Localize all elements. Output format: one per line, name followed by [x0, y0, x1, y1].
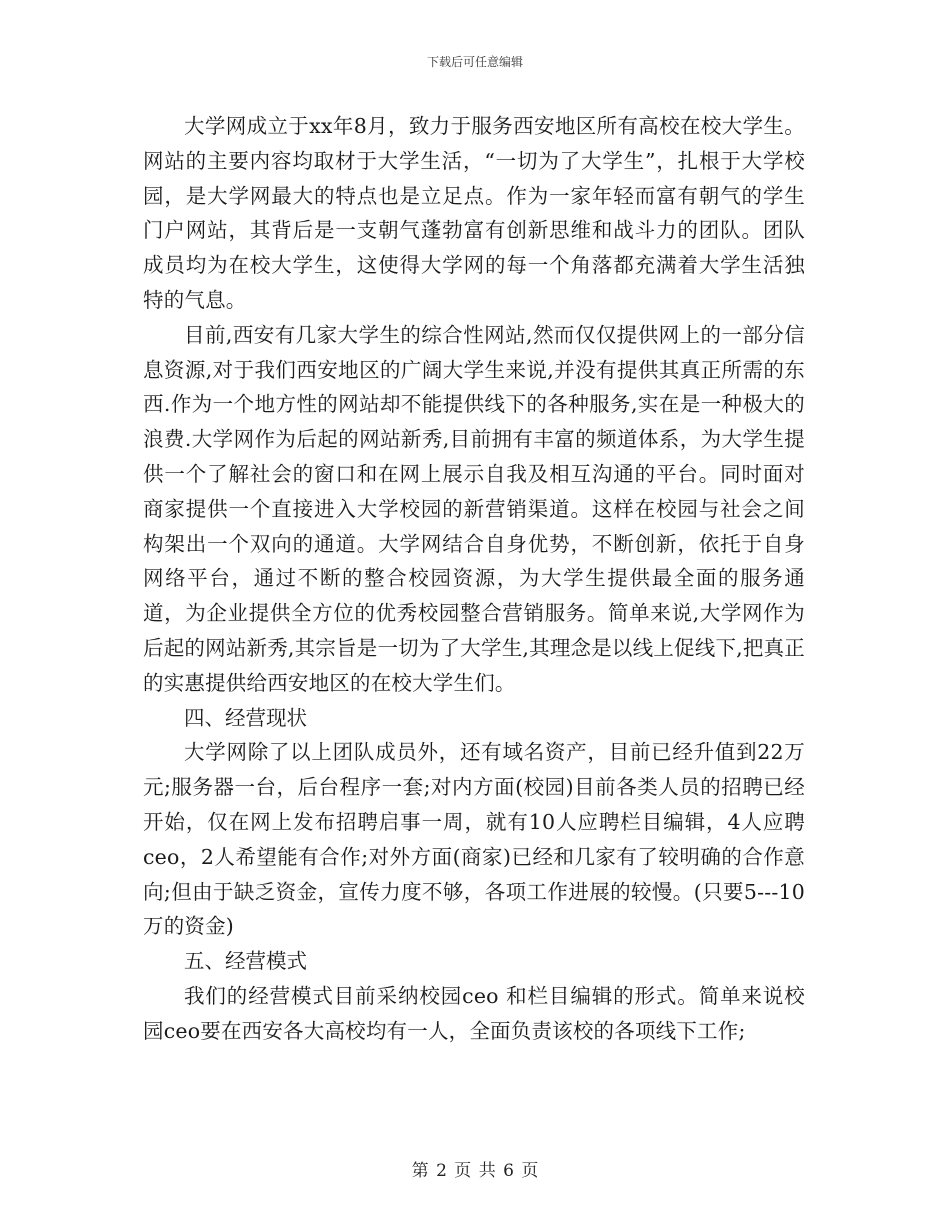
- section-heading-business-model: 五、经营模式: [184, 949, 307, 974]
- paragraph-business-model: 我们的经营模式目前采纳校园ceo 和栏目编辑的形式。简单来说校园ceo要在西安各大高校均有一人，全面负责该校的各项线下工作;: [143, 983, 805, 1043]
- page-header-note: 下载后可任意编辑: [426, 55, 523, 69]
- paragraph-operations-status: 大学网除了以上团队成员外，还有域名资产，目前已经升值到22万元;服务器一台，后台程序一套;对内方面(校园)目前各类人员的招聘已经开始，仅在网上发布招聘启事一周，就有10人应聘栏目编辑，4人应聘ceo，2人希望能有合作;对外方面(商家)已经和几家有了较明确的合作意向;但由于缺乏资金，宣传力度不够，各项工作进展的较慢。(只要5---10万的资金): [143, 740, 805, 939]
- page-number-footer: 第 2 页 共 6 页: [411, 1161, 539, 1181]
- paragraph-current-situation: 目前,西安有几家大学生的综合性网站,然而仅仅提供网上的一部分信息资源,对于我们西安地区的广阔大学生来说,并没有提供其真正所需的东西.作为一个地方性的网站却不能提供线下的各种服务,实在是一种极大的浪费.大学网作为后起的网站新秀,目前拥有丰富的频道体系，为大学生提供一个了解社会的窗口和在网上展示自我及相互沟通的平台。同时面对商家提供一个直接进入大学校园的新营销渠道。这样在校园与社会之间构架出一个双向的通道。大学网结合自身优势，不断创新，依托于自身网络平台，通过不断的整合校园资源，为大学生提供最全面的服务通道，为企业提供全方位的优秀校园整合营销服务。简单来说,大学网作为后起的网站新秀,其宗旨是一切为了大学生,其理念是以线上促线下,把真正的实惠提供给西安地区的在校大学生们。: [143, 322, 805, 695]
- document-body: [143, 109, 805, 1049]
- paragraph-intro: 大学网成立于xx年8月，致力于服务西安地区所有高校在校大学生。网站的主要内容均取材于大学生活，“一切为了大学生”，扎根于大学校园，是大学网最大的特点也是立足点。作为一家年轻而富有朝气的学生门户网站，其背后是一支朝气蓬勃富有创新思维和战斗力的团队。团队成员均为在校大学生，这使得大学网的每一个角落都充满着大学生活独特的气息。: [143, 114, 805, 312]
- section-heading-operations-status: 四、经营现状: [184, 705, 307, 730]
